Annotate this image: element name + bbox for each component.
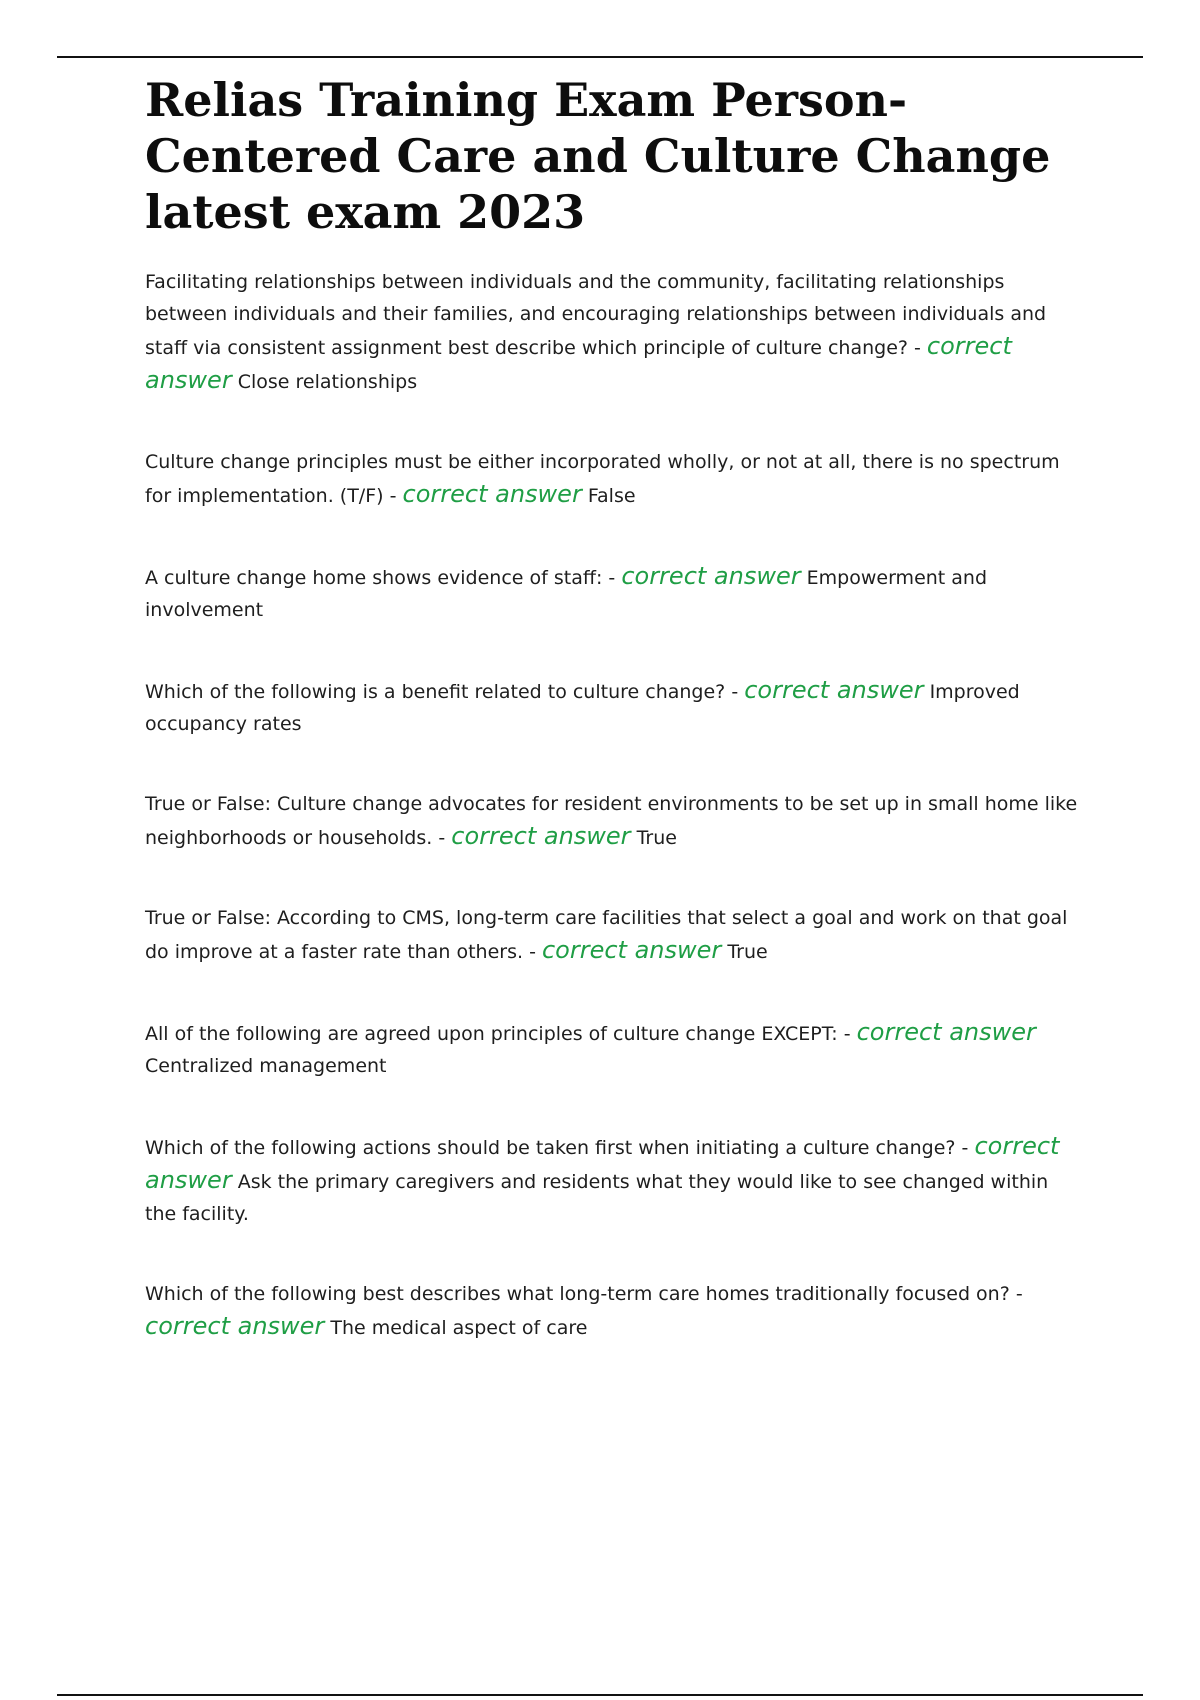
correct-answer-label: correct answer [402, 480, 582, 508]
separator: - [438, 827, 446, 849]
qa-item [145, 1016, 1080, 1082]
answer-text: The medical aspect of care [330, 1317, 588, 1339]
page-title: Relias Training Exam Person-Centered Care and Culture Change latest exam 2023 [145, 73, 1051, 239]
document-body [145, 72, 1080, 1344]
correct-answer-label: correct answer [541, 936, 722, 964]
correct-answer-label: correct answer [621, 562, 801, 590]
question-text: True or False: Culture change advocates for resident environments to be set up in small home like neighborhoods or households. [145, 793, 1078, 849]
separator: - [608, 567, 616, 589]
answer-text: True [727, 941, 768, 963]
answer-text: Centralized management [145, 1055, 387, 1077]
answer-text: Improved occupancy rates [145, 681, 1020, 735]
top-divider [57, 56, 1143, 58]
separator: - [731, 681, 739, 703]
separator: - [961, 1137, 969, 1159]
qa-item [145, 902, 1080, 968]
question-text: Facilitating relationships between individuals and the community, facilitating relationships between individuals and their families, and encouraging relationships between individuals and staff via consistent assignment best describe which principle of culture change? [145, 271, 1047, 359]
answer-text: Empowerment and involvement [145, 567, 988, 621]
correct-answer-label: correct answer [145, 1312, 325, 1340]
question-text: Which of the following actions should be taken first when initiating a culture change? [145, 1137, 956, 1159]
qa-item [145, 1278, 1080, 1344]
question-text: Culture change principles must be either incorporated wholly, or not at all, there is no spectrum for implementation. (T/F) [145, 451, 1060, 507]
qa-item [145, 266, 1080, 398]
separator: - [914, 337, 921, 359]
question-text: True or False: According to CMS, long-term care facilities that select a goal and work on that goal do improve at a faster rate than others. [145, 907, 1068, 963]
correct-answer-label: correct answer [145, 1132, 1060, 1194]
answer-text: Ask the primary caregivers and residents what they would like to see changed within the facility. [145, 1171, 1049, 1225]
correct-answer-label: correct answer [856, 1018, 1036, 1046]
correct-answer-label: correct answer [145, 332, 1012, 394]
separator: - [1015, 1283, 1023, 1305]
question-text: Which of the following is a benefit related to culture change? [145, 681, 726, 703]
qa-item [145, 788, 1080, 854]
answer-text: Close relationships [237, 371, 418, 393]
answer-text: True [636, 827, 677, 849]
qa-item [145, 446, 1080, 512]
qa-item [145, 560, 1080, 626]
qa-item [145, 1130, 1080, 1230]
separator: - [389, 485, 397, 507]
qa-item [145, 674, 1080, 740]
bottom-divider [57, 1694, 1143, 1696]
question-text: A culture change home shows evidence of staff: [145, 567, 603, 589]
correct-answer-label: correct answer [451, 822, 631, 850]
separator: - [843, 1023, 851, 1045]
answer-text: False [587, 485, 636, 507]
correct-answer-label: correct answer [744, 676, 924, 704]
question-text: Which of the following best describes what long-term care homes traditionally focused on? [145, 1283, 1010, 1305]
question-text: All of the following are agreed upon principles of culture change EXCEPT: [145, 1023, 838, 1045]
separator: - [529, 941, 536, 963]
